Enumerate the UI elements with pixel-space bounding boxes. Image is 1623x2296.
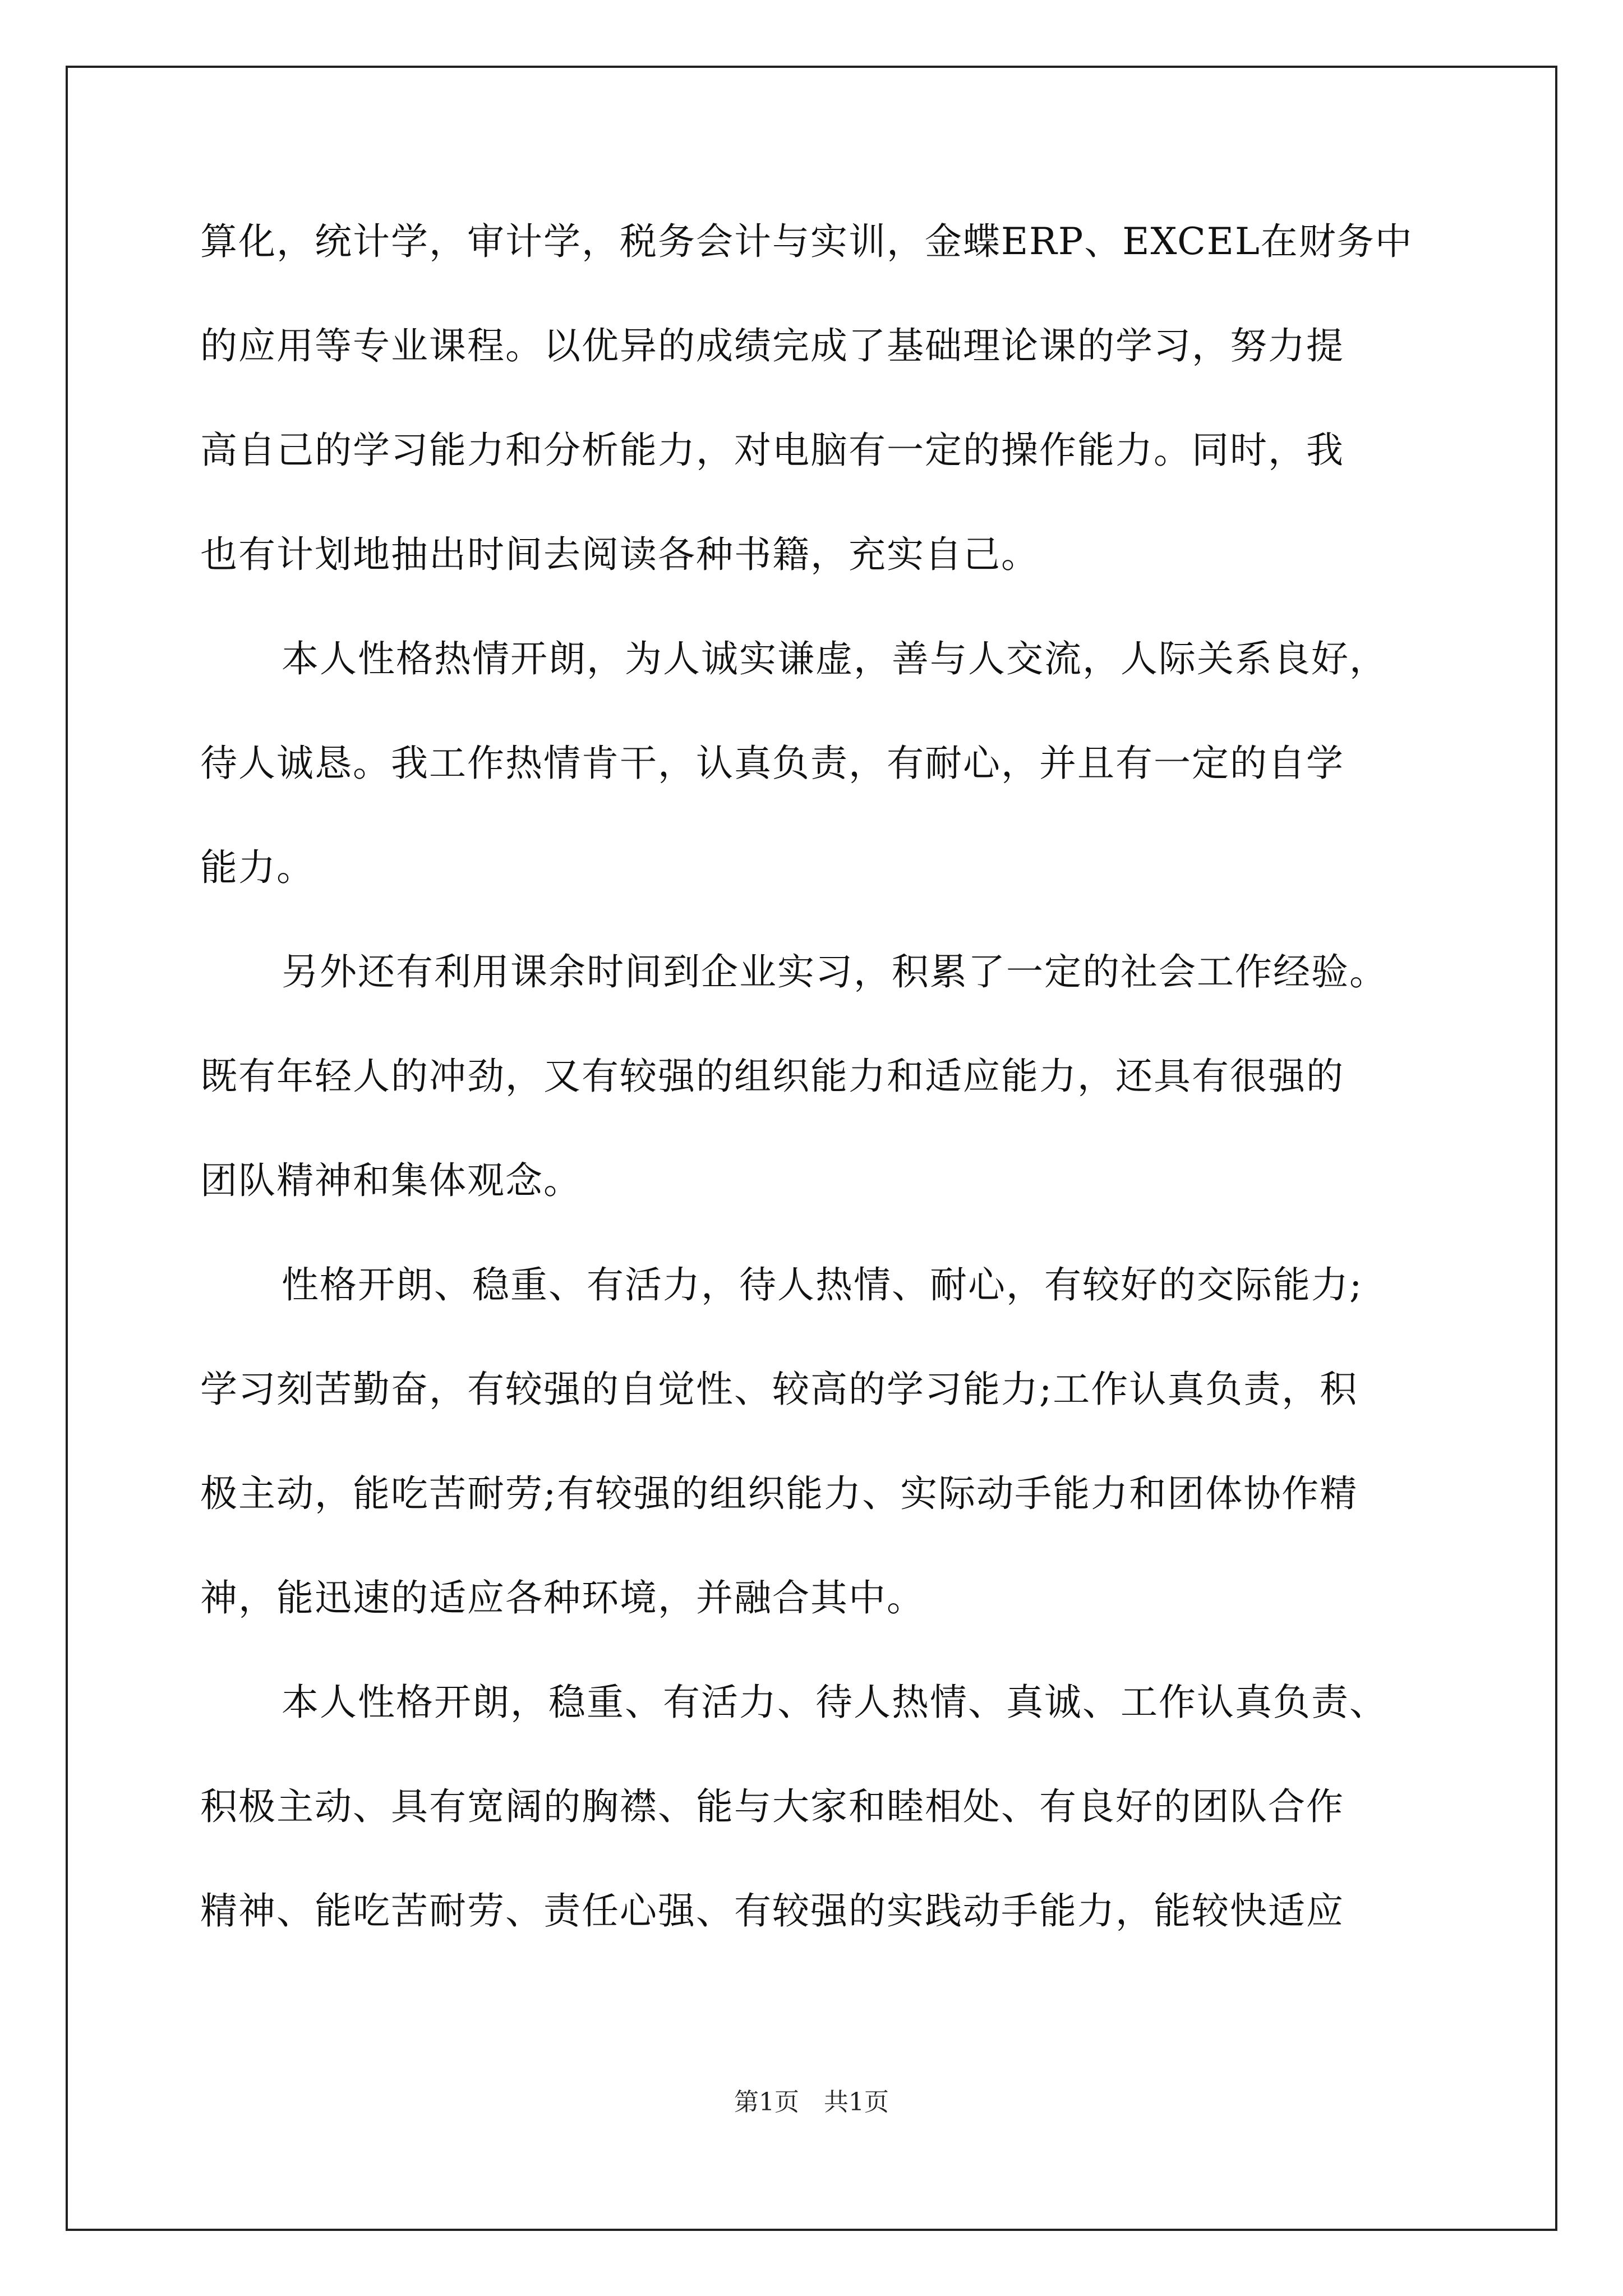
- text-line: 团队精神和集体观念。: [200, 1159, 582, 1202]
- text-line: 也有计划地抽出时间去阅读各种书籍，充实自己。: [200, 533, 1039, 576]
- page-number-label: 第1页 共1页: [734, 2088, 889, 2116]
- page-footer: [0, 2086, 1623, 2119]
- paragraph-first-line: 本人性格开朗，稳重、有活力、待人热情、真诚、工作认真负责、: [282, 1681, 1387, 1724]
- paragraph-first-line: 另外还有利用课余时间到企业实习，积累了一定的社会工作经验。: [282, 950, 1387, 993]
- document-body: [200, 216, 1434, 1990]
- text-line: 高自己的学习能力和分析能力，对电脑有一定的操作能力。同时，我: [200, 429, 1344, 472]
- text-line: 积极主动、具有宽阔的胸襟、能与大家和睦相处、有良好的团队合作: [200, 1785, 1344, 1828]
- text-line: 既有年轻人的冲劲，又有较强的组织能力和适应能力，还具有很强的: [200, 1055, 1344, 1098]
- text-line: 的应用等专业课程。以优异的成绩完成了基础理论课的学习，努力提: [200, 324, 1344, 367]
- text-line: 能力。: [200, 846, 315, 889]
- paragraph-first-line: 性格开朗、稳重、有活力，待人热情、耐心，有较好的交际能力;: [282, 1263, 1363, 1306]
- text-line: 精神、能吃苦耐劳、责任心强、有较强的实践动手能力，能较快适应: [200, 1889, 1344, 1932]
- text-line: 待人诚恳。我工作热情肯干，认真负责，有耐心，并且有一定的自学: [200, 742, 1344, 785]
- text-line: 极主动，能吃苦耐劳;有较强的组织能力、实际动手能力和团体协作精: [200, 1472, 1358, 1515]
- text-line: 学习刻苦勤奋，有较强的自觉性、较高的学习能力;工作认真负责，积: [200, 1368, 1358, 1411]
- text-line: 算化，统计学，审计学，税务会计与实训，金蝶ERP、EXCEL在财务中: [200, 220, 1413, 263]
- paragraph-first-line: 本人性格热情开朗，为人诚实谦虚，善与人交流，人际关系良好，: [282, 637, 1387, 680]
- text-line: 神，能迅速的适应各种环境，并融合其中。: [200, 1576, 925, 1619]
